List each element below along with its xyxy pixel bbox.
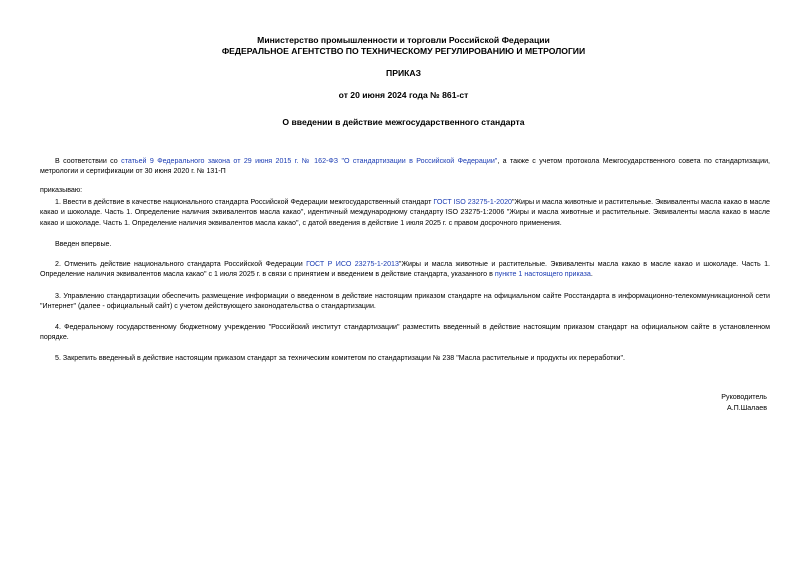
federal-law-link[interactable]: статьей 9 Федерального закона от 29 июня 2015 г. № 162-ФЗ "О стандартизации в Российской Федерации" (121, 157, 498, 165)
introduced-note: Введен впервые. (55, 240, 112, 248)
item2-prefix: 2. Отменить действие национального стандарта Российской Федерации (55, 260, 307, 268)
intro-paragraph (40, 156, 770, 177)
order-item-3: 3. Управлению стандартизации обеспечить размещение информации о введенном в действие настоящим приказом стандарте на официальном сайте Росстандарта в информационно-телекоммуникационной сети "Интернет" (далее - официальный сайт) с учетом действующего законодательства о стандартизации. (40, 292, 770, 311)
order-item-5: 5. Закрепить введенный в действие настоящим приказом стандарт за техническим комитетом по стандартизации № 238 "Масла растительные и продукты их переработки". (55, 354, 625, 362)
order-item-1 (40, 197, 770, 228)
document-type-heading: ПРИКАЗ (386, 68, 421, 78)
ministry-heading: Министерство промышленности и торговли Российской Федерации (257, 35, 550, 45)
document-subject: О введении в действие межгосударственного стандарта (282, 117, 525, 127)
signatory-name: А.П.Шалаев (726, 404, 767, 412)
document-date-number: от 20 июня 2024 года № 861-ст (338, 90, 469, 100)
item2-suffix: . (590, 270, 593, 279)
agency-heading: ФЕДЕРАЛЬНОЕ АГЕНТСТВО ПО ТЕХНИЧЕСКОМУ РЕГУЛИРОВАНИЮ И МЕТРОЛОГИИ (221, 46, 586, 56)
item2-middle: "Жиры и масла животные и растительные. Эквиваленты масла какао в масле какао и шоколаде. Часть 1. Определение наличия эквивалентов масла какао" с 1 июля 2025 г. в связи с принятием и введением в действие стандарта, указанного в (40, 260, 770, 279)
order-item-4: 4. Федеральному государственному бюджетному учреждению "Российский институт стандартизации" разместить введенный в действие настоящим приказом стандарт на официальном сайте в установленном порядке. (40, 323, 770, 342)
point-1-link[interactable]: пункте 1 настоящего приказа (494, 270, 591, 279)
item1-suffix: "Жиры и масла животные и растительные. Эквиваленты масла какао в масле какао и шоколаде. Часть 1. Определение наличия эквивалентов масла какао", идентичный международному стандарту ISO 23275-1:2006 "Жиры и масла животные и растительные. Эквиваленты масла какао в масле какао и шоколаде. Часть 1. Определение наличия эквивалентов масла какао", с датой введения в действие 1 июля 2025 г. с правом досрочного применения. (40, 198, 770, 227)
intro-suffix: , а также с учетом протокола Межгосударственного совета по стандартизации, метрологии и сертификации от 30 июня 2020 г. № 131-П (40, 157, 770, 176)
signatory-position: Руководитель (721, 393, 767, 401)
order-item-2 (40, 259, 770, 280)
gost-iso-link[interactable]: ГОСТ ISO 23275-1-2020 (433, 198, 512, 206)
gost-r-iso-link[interactable]: ГОСТ Р ИСО 23275-1-2013 (306, 260, 399, 268)
intro-prefix: В соответствии со (55, 157, 122, 165)
item1-prefix: 1. Ввести в действие в качестве национального стандарта Российской Федерации межгосударственный стандарт (55, 198, 434, 206)
orders-label: приказываю: (40, 186, 83, 194)
